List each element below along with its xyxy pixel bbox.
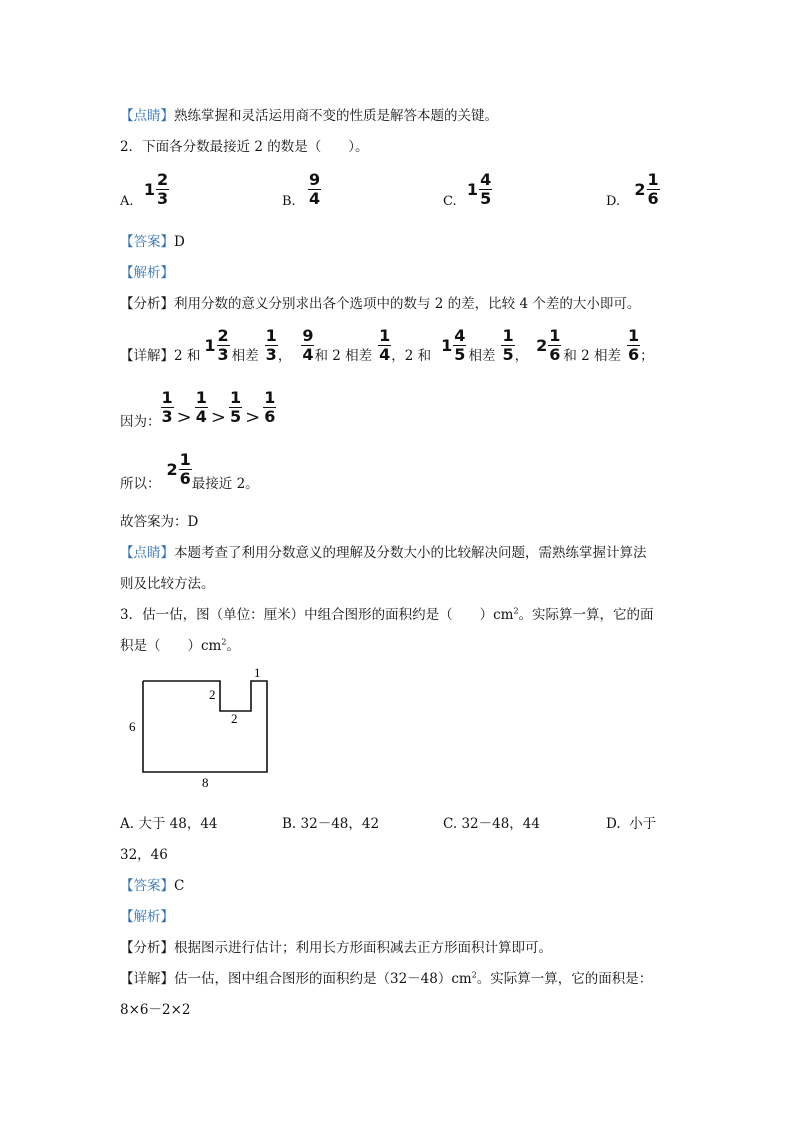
gt-sign: > <box>210 407 226 428</box>
q2-dianjing-2: 则及比较方法。 <box>120 576 215 592</box>
den: 6 <box>179 469 191 488</box>
xiangjie-tag: 【详解】 <box>120 347 174 364</box>
q3-stem-1 <box>120 603 654 623</box>
q2-option-b[interactable] <box>282 172 321 207</box>
dianjing-text: 熟练掌握和灵活运用商不变的性质是解答本题的关键。 <box>174 108 498 124</box>
option-label: D. <box>606 194 621 209</box>
dianjing-tag: 【点睛】 <box>120 108 174 124</box>
xiangjie-text: 。实际算一算，它的面积是： <box>476 971 653 987</box>
stem-text: 积是（ ）cm <box>120 638 222 654</box>
option-label: B. <box>282 816 297 832</box>
label-notch-bottom: 2 <box>231 711 238 726</box>
option-label: C. <box>443 194 457 209</box>
xj-text: 2 和 <box>174 347 201 364</box>
option-label: D. <box>606 816 621 832</box>
label-bottom: 8 <box>202 775 209 790</box>
xj-text: 和 2 相差 <box>563 347 622 364</box>
whole: 1 <box>143 180 155 199</box>
option-label: C. <box>443 816 458 832</box>
superscript: 2 <box>513 606 519 616</box>
suoyi-tail: 最接近 2。 <box>191 475 259 492</box>
answer-value: D <box>174 234 185 250</box>
den: 4 <box>302 345 314 364</box>
superscript: 2 <box>471 970 477 980</box>
q3-option-a[interactable] <box>120 812 218 832</box>
den: 6 <box>647 189 659 208</box>
num: 1 <box>179 450 191 469</box>
whole: 1 <box>466 180 479 199</box>
xj-text: ； <box>640 347 654 364</box>
label-right-top: 1 <box>254 665 261 680</box>
option-text: 大于 48，44 <box>138 816 218 832</box>
den: 5 <box>480 189 492 208</box>
num: 4 <box>454 326 466 345</box>
q2-conclusion: 故答案为：D <box>120 514 199 530</box>
stem-text: 。 <box>226 638 240 654</box>
q3-calc: 8×6－2×2 <box>120 1002 191 1018</box>
den: 4 <box>308 189 321 208</box>
xiangjie-tag: 【详解】 <box>120 971 174 987</box>
num: 4 <box>480 170 492 189</box>
dianjing-tag: 【点睛】 <box>120 545 174 561</box>
xj-text: 和 2 相差 <box>314 347 373 364</box>
q2-fenxi <box>120 292 640 312</box>
num: 9 <box>308 170 321 189</box>
dianjing-line <box>120 104 498 124</box>
q2-answer <box>120 230 185 250</box>
answer-value: C <box>174 878 185 894</box>
num: 9 <box>302 326 314 345</box>
q2-suoyi <box>120 450 259 492</box>
option-label: B. <box>282 194 296 209</box>
num: 1 <box>549 326 561 345</box>
option-text: 小于 <box>629 816 657 832</box>
q3-jiexi: 【解析】 <box>120 909 174 925</box>
stem-text: 3．估一估，图（单位：厘米）中组合图形的面积约是（ ）cm <box>120 607 514 623</box>
num: 2 <box>217 326 229 345</box>
den: 3 <box>156 189 169 208</box>
den: 6 <box>549 345 561 364</box>
q2-jiexi: 【解析】 <box>120 265 174 281</box>
q2-option-a[interactable] <box>120 172 169 207</box>
whole: 1 <box>204 336 216 355</box>
gt-sign: > <box>245 407 261 428</box>
whole: 2 <box>166 460 178 479</box>
yinwei-label: 因为： <box>120 413 161 430</box>
option-text: 32－48，42 <box>300 816 380 832</box>
q3-option-b[interactable] <box>282 812 379 832</box>
label-left: 6 <box>129 719 136 734</box>
fenxi-tag: 【分析】 <box>120 940 174 956</box>
xiangjie-text: 估一估，图中组合图形的面积约是（32－48）cm <box>174 971 472 987</box>
suoyi-label: 所以： <box>120 475 161 492</box>
whole: 1 <box>441 336 453 355</box>
q3-option-d[interactable] <box>606 812 656 832</box>
whole: 2 <box>634 180 646 199</box>
fenxi-text: 根据图示进行估计；利用长方形面积减去正方形面积计算即可。 <box>174 940 552 956</box>
num: 2 <box>156 170 169 189</box>
composite-shape-figure <box>120 665 280 790</box>
fenxi-tag: 【分析】 <box>120 296 174 312</box>
whole: 2 <box>536 336 548 355</box>
xj-text: 相差 <box>468 347 496 364</box>
q3-answer <box>120 874 184 894</box>
xj-text: ，2 和 <box>391 347 432 364</box>
dianjing-text: 本题考查了利用分数意义的理解及分数大小的比较解决问题，需熟练掌握计算法 <box>174 545 647 561</box>
q3-fenxi <box>120 936 552 956</box>
option-text: 32－48，44 <box>461 816 540 832</box>
q2-option-c[interactable] <box>443 172 492 207</box>
xj-text: ， <box>514 347 529 364</box>
option-label: A. <box>120 194 134 209</box>
label-notch-side: 2 <box>209 687 216 702</box>
num: 1 <box>647 170 659 189</box>
answer-tag: 【答案】 <box>120 234 174 250</box>
den: 3 <box>217 345 229 364</box>
q3-xiangjie <box>120 967 652 987</box>
q3-stem-2 <box>120 634 240 654</box>
q2-xiangjie: 【详解】 2 和 1 $\frac{2}{3}$ 相差 $\frac{1}{3}$ ， $\frac{9}{4}$ 和 2 相差 $\frac{1}{4}$ ，2 和 1 $\frac{4}{5}$ 相差 $\frac{1}{5}$ ， 2 $\frac{1}{6}$ 和 2 相差 $\frac{1}{6}$ ； <box>120 326 654 364</box>
q3-option-d-wrap: 32，46 <box>120 847 168 863</box>
den: 5 <box>454 345 466 364</box>
xj-text: ， <box>277 347 292 364</box>
stem-text: 。实际算一算，它的面 <box>518 607 654 623</box>
q2-option-d[interactable] <box>606 172 660 207</box>
answer-tag: 【答案】 <box>120 878 174 894</box>
q2-stem: 2．下面各分数最接近 2 的数是（ ）。 <box>120 139 369 155</box>
gt-sign: > <box>176 407 192 428</box>
composite-shape-outline <box>143 681 267 772</box>
superscript: 2 <box>221 637 227 647</box>
option-label: A. <box>120 816 135 832</box>
q2-dianjing <box>120 541 647 561</box>
q2-yinwei: 因为： $\frac{1}{3}$ > $\frac{1}{4}$ > $\frac{1}{5}$ > $\frac{1}{6}$ <box>120 388 276 430</box>
q3-option-c[interactable] <box>443 812 540 832</box>
xj-text: 相差 <box>231 347 259 364</box>
fenxi-text: 利用分数的意义分别求出各个选项中的数与 2 的差，比较 4 个差的大小即可。 <box>174 296 641 312</box>
